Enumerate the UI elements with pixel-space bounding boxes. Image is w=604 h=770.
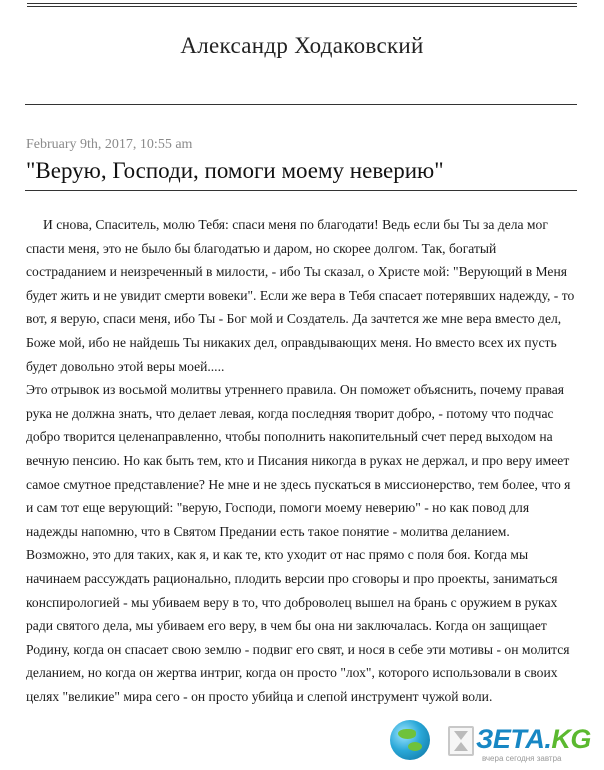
post-date: February 9th, 2017, 10:55 am [26, 137, 193, 152]
watermark-brand-main: ЗЕТА. [476, 724, 552, 754]
globe-icon [390, 720, 430, 760]
site-title[interactable]: Александр Ходаковский [180, 33, 424, 58]
top-double-rule-upper [27, 3, 577, 4]
title-divider [25, 190, 577, 191]
top-double-rule-lower [27, 6, 577, 7]
watermark-brand-suffix: KG [551, 724, 591, 754]
post-paragraph-commentary: Это отрывок из восьмой молитвы утреннего правила. Он поможет объяснить, почему правая рука не должна знать, что делает левая, когда последняя творит добро, - потому что подчас добро творится целенаправленно, чтобы пополнить накопительный счет перед выходом на вечную пенсию. Но как быть тем, кто и Писания никогда в руках не держал, и про веру имеет самое смутное представление? Не мне и не здесь пускаться в миссионерство, тем более, что я и сам тот еще верующий: "верую, Господи, помоги моему неверию" - но как повод для надежды напомню, что в Святом Предании есть такое понятие - молитва деланием. Возможно, это для таких, как я, и как те, кто уходит от нас прямо с поля боя. Когда мы начинаем рассуждать рационально, плодить версии про сговоры и про проекты, заниматься конспирологией - мы убиваем веру в то, что доброволец вышел на брань с оружием в руках ради святого дела, мы убиваем его веру, в чем бы она ни заключалась. Когда он защищает Родину, когда он спасает свою землю - подвиг его свят, и нося в себе эти мотивы - он молится деланием, но когда он жертва интриг, когда он просто "лох", которого использовали в своих целях "великие" мира сего - он просто убийца и слепой инструмент чужой воли. [26, 382, 571, 704]
watermark-tagline: вчера сегодня завтра [482, 754, 562, 763]
watermark-brand [476, 724, 591, 755]
zeta-kg-watermark [386, 714, 604, 770]
post-body [26, 213, 576, 708]
post-paragraph-prayer: И снова, Спаситель, молю Тебя: спаси меня по благодати! Ведь если бы Ты за дела мог спасти меня, это не было бы благодатью и даром, но скорее долгом. Так, богатый состраданием и неизреченный в милости, - ибо Ты сказал, о Христе мой: "Верующий в Меня будет жить и не увидит смерти вовеки". Если же вера в Тебя спасает потерявших надежду, - то вот, я верую, спаси меня, ибо Ты - Бог мой и Создатель. Да зачтется же мне вера вместо дел, Боже мой, ибо не найдешь Ты никаких дел, оправдывающих меня. Но вместо всех их пусть будет довольно этой веры моей..... [26, 217, 575, 374]
post-title[interactable]: "Верую, Господи, помоги моему неверию" [26, 158, 444, 183]
header-divider [25, 104, 577, 105]
hourglass-icon [448, 726, 474, 756]
